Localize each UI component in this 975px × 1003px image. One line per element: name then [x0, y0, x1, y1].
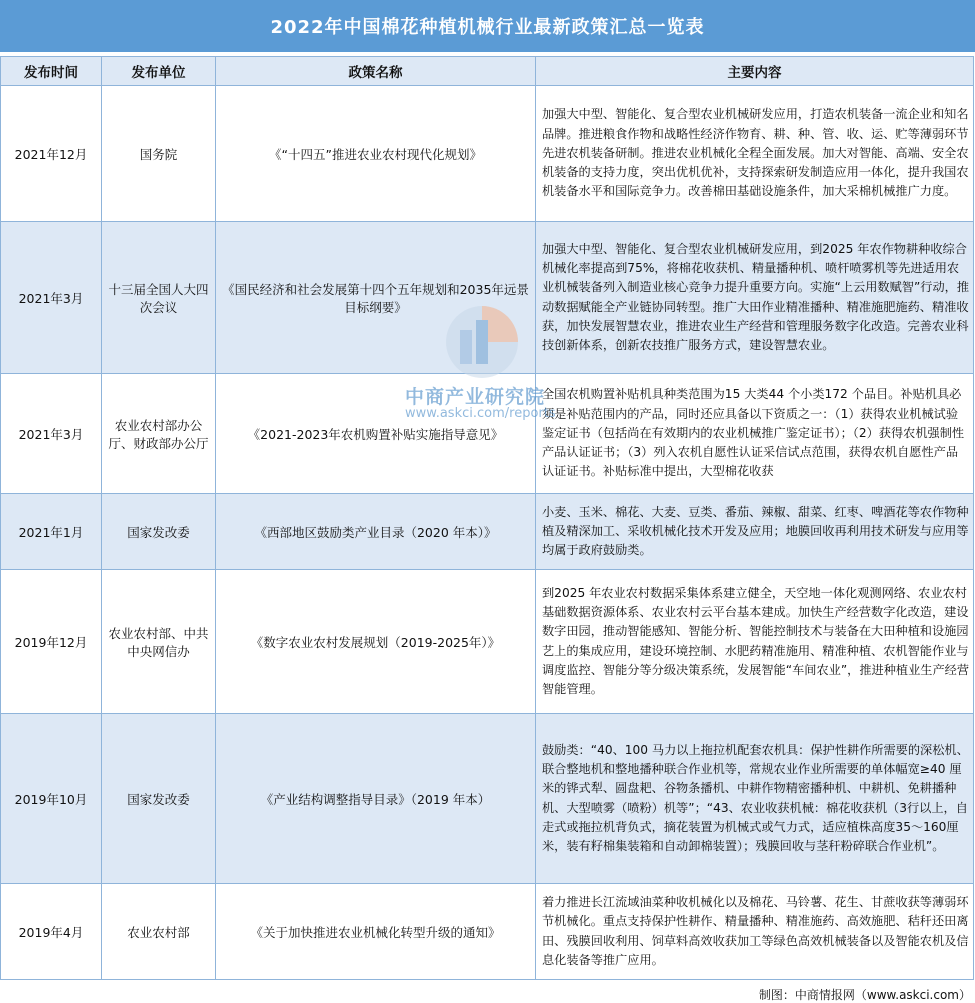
header-policy: 政策名称 — [216, 57, 536, 86]
row-content: 鼓励类：“40、100 马力以上拖拉机配套农机具：保护性耕作所需要的深松机、联合整地机和整地播种联合作业机等，常规农业作业所需要的单体幅宽≥40 厘米的铧式犁、圆盘耙、谷物条播机、中耕作物精密播种机、中耕机、免耕播种机、大型喷雾（喷粉）机等”；“43、农业收获机械：棉花收获机（3行以上，自走式或拖拉机背负式，摘花装置为机械式或气力式，适应植株高度35～160厘米，装有籽棉集装箱和自动卸棉装置）；残膜回收与茎秆粉碎联合作业机”。 — [536, 714, 974, 884]
row-content: 小麦、玉米、棉花、大麦、豆类、番茄、辣椒、甜菜、红枣、啤酒花等农作物种植及精深加工、采收机械化技术开发及应用；地膜回收再利用技术研发与应用等均属于政府鼓励类。 — [536, 494, 974, 570]
row-date: 2019年4月 — [1, 884, 102, 980]
row-policy: 《数字农业农村发展规划（2019-2025年）》 — [216, 570, 536, 714]
header-content: 主要内容 — [536, 57, 974, 86]
row-content: 到2025 年农业农村数据采集体系建立健全，天空地一体化观测网络、农业农村基础数据资源体系、农业农村云平台基本建成。加快生产经营数字化改造，建设数字田园，推动智能感知、智能分析、智能控制技术与装备在大田种植和设施园艺上的集成应用，建设环境控制、水肥药精准施用、精准种植、农机智能作业与调度监控、智能分等分级决策系统，发展智能“车间农业”，推进种植业生产经营智能管理。 — [536, 570, 974, 714]
row-content: 加强大中型、智能化、复合型农业机械研发应用，到2025 年农作物耕种收综合机械化率提高到75%，将棉花收获机、精量播种机、喷杆喷雾机等先进适用农业机械装备列入制造业核心竞争力提升重要方向。实施“上云用数赋智”行动，推动数据赋能全产业链协同转型。推广大田作业精准播种、精准施肥施药、精准收获，加快发展智慧农业，推进农业生产经营和管理服务数字化改造。完善农业科技创新体系，创新农技推广服务方式，建设智慧农业。 — [536, 222, 974, 374]
row-issuer: 农业农村部、中共中央网信办 — [102, 570, 216, 714]
header-row — [1, 57, 974, 86]
header-issuer: 发布单位 — [102, 57, 216, 86]
row-date: 2021年3月 — [1, 222, 102, 374]
row-policy: 《“十四五”推进农业农村现代化规划》 — [216, 86, 536, 222]
table-row — [1, 222, 974, 374]
row-policy: 《关于加快推进农业机械化转型升级的通知》 — [216, 884, 536, 980]
watermark-name: 中商产业研究院 — [405, 386, 546, 408]
table-row — [1, 884, 974, 980]
row-issuer: 国家发改委 — [102, 494, 216, 570]
row-issuer: 国家发改委 — [102, 714, 216, 884]
table-row — [1, 494, 974, 570]
footer-credit: 制图：中商情报网（www.askci.com） — [758, 988, 971, 1002]
row-issuer: 农业农村部办公厅、财政部办公厅 — [102, 374, 216, 494]
row-policy: 《2021-2023年农机购置补贴实施指导意见》 — [216, 374, 536, 494]
row-date: 2021年3月 — [1, 374, 102, 494]
row-date: 2019年12月 — [1, 570, 102, 714]
row-issuer: 国务院 — [102, 86, 216, 222]
policy-table — [0, 56, 974, 980]
watermark-url: www.askci.com/reports — [405, 406, 556, 421]
row-policy: 《西部地区鼓励类产业目录（2020 年本）》 — [216, 494, 536, 570]
row-content: 全国农机购置补贴机具种类范围为15 大类44 个小类172 个品目。补贴机具必须是补贴范围内的产品，同时还应具备以下资质之一：（1）获得农业机械试验鉴定证书（包括尚在有效期内的农业机械推广鉴定证书）；（2）获得农机强制性产品认证证书；（3）列入农机自愿性认证采信试点范围，获得农机自愿性产品认证证书。补贴标准中提出，大型棉花收获 — [536, 374, 974, 494]
row-date: 2019年10月 — [1, 714, 102, 884]
table-row — [1, 714, 974, 884]
table-title: 2022年中国棉花种植机械行业最新政策汇总一览表 — [0, 0, 975, 52]
row-policy: 《产业结构调整指导目录》（2019 年本） — [216, 714, 536, 884]
row-policy: 《国民经济和社会发展第十四个五年规划和2035年远景目标纲要》 — [216, 222, 536, 374]
table-row — [1, 570, 974, 714]
row-issuer: 十三届全国人大四次会议 — [102, 222, 216, 374]
row-date: 2021年1月 — [1, 494, 102, 570]
row-issuer: 农业农村部 — [102, 884, 216, 980]
table-row — [1, 86, 974, 222]
row-content: 着力推进长江流域油菜种收机械化以及棉花、马铃薯、花生、甘蔗收获等薄弱环节机械化。重点支持保护性耕作、精量播种、精准施药、高效施肥、秸秆还田离田、残膜回收利用、饲草料高效收获加工等绿色高效机械装备以及智能农机及信息化装备等推广应用。 — [536, 884, 974, 980]
row-content: 加强大中型、智能化、复合型农业机械研发应用，打造农机装备一流企业和知名品牌。推进粮食作物和战略性经济作物育、耕、种、管、收、运、贮等薄弱环节先进农机装备研制。推进农业机械化全程全面发展。加大对智能、高端、安全农机装备的支持力度，突出优机优补，支持探索研发制造应用一体化，提升我国农机装备水平和国际竞争力。改善棉田基础设施条件，加大采棉机械推广力度。 — [536, 86, 974, 222]
header-date: 发布时间 — [1, 57, 102, 86]
row-date: 2021年12月 — [1, 86, 102, 222]
